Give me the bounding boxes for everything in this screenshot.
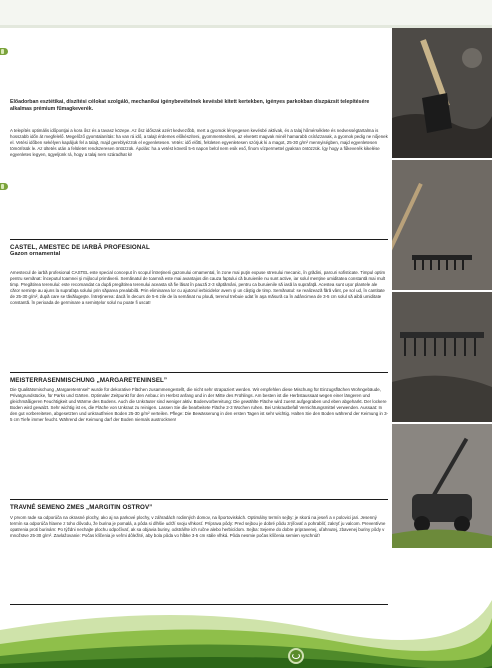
leaf-marker-icon: [0, 48, 8, 55]
section-body-margareteninsel: Die Qualitätsmischung „MargaretenInsel” wurde für dekorative Flächen zusammengestellt, die nicht sehr strapaziert werden. Wir empfehlen diese Mischung für Einzugsflächen Wohngebäude, Privatgrundstücke, für Parks und Gärten. Optimaler Zeitpunkt für den Anbau: im Herbst anfang und in der Mitte des Frühlings. Am besten ist die Herbstaussaat wegen einer längeren und gleichmäßigeren Feuchtigkeit und Wärme des Bodens. Auch die Unkräuter sind weniger aktiv. Bodenvorbereitung: Die gewählte Fläche wird zuerst aufgegraben und eben abgeharkt. Der lockere Boden wird gewalzt. Sehr wichtig ist es, die Fläche von Unkraut zu reinigen. Lassen Sie die bearbeitete Fläche 2-3 Wochen ruhen. Bei Unkrautbefall Vernichtungsmittel verwenden. Aussaat: In den gut vorbereiteten, abgesetzten und unkrautfreien Boden 25-30 g/m² verteilen. Pflege: Die Bewässerung in den ersten Tagen ist sehr wichtig. Halten Sie den Boden während der Keimung in 3-5 cm Tiefe immer feucht. Während der Keimung darf der Boden niemals austrocknen!: [10, 387, 388, 423]
photo-rake-tines: [392, 292, 492, 424]
photo-spade-digging: [392, 28, 492, 160]
section-title: TRAVNÉ SEMENO ZMES „MARGITIN OSTROV”: [10, 504, 153, 511]
intro-paragraph: A telepítés optimális időpontjai a kora ősz és a tavasz közepe. Az ősz időszak azért kedvezőbb, mert a gyomok lényegesen kevésbé aktívak, és a talaj hőmérséklete és nedvességtartalma is hosszabb időn át megfelelő. Megelőző gyomtalanítás: ha van rá idő, a talajt érdemes előkészíteni, gyommentesíteni, az elvetett magvak minél hamarabb csírázzanak, a gyomok pedig ne nőjenek el. Vetési időben sekélyen kapáljuk fel a talajt, majd gereblyézzük el egyenletesen. Vetés: idő előtti, felületen egyenletesen szórjuk ki a magot, 25-30 g/m² mennyiségben, majd egyenletesen tömörítsük le. Az ültetés után a felületet rendszeresen öntözzük. Ápolás: ha a vetést követő 5-6 napon belül nem esik eső, finom vízpermettel gyakran öntözzük. Így hogy a fűkeverék kikelése egyenletes legyen, ügyeljünk rá, hogy a talaj nem száradhat ki!: [10, 128, 388, 158]
section-body-castel: Amestecul de iarbă profesional CASTEL este special conceput în scopul întreţinerii gazonului ornamental, în zone mai puţin expuse stresului mecanic, în grădini, parcuri sofisticate. Timpul optim pentru semănat: începutul toamnei şi mijlocul primăverii. Semănatul de toamnă este mai avantajos din cauza faptului că buruienile nu sunt active, iar solul menţine umiditatea constantă mai mult timp. Pregătirea terenului: este recomandat ca după pregătirea terenului aceasta să fie lăsat în pauză 2-3 săptămâni, pentru ca buruienile să iasă la suprafaţă. Acestea sunt uşor plantele ale căror seminţe au ajuns la suprafaţa solului prin săparea prealabilă. Prin eliminarea lor cu ajutorul ierbicidelor avem şi un câştig de timp. Semănatul: se realizează fără vânt, pe sol ud, în cantitate de 25-30 g/m², după care se tăvălugeşte. Întreţinerea: dacă în decurs de 5-6 zile de la semănat nu plouă, terenul trebuie udat în aşa măsură ca în adâncimea de 3-5 cm solul să aibă umiditate constantă. În perioada de germinare a seminţelor solul nu poate fi uscat!: [10, 270, 386, 306]
photo-soil-rake: [392, 160, 492, 292]
section-title: CASTEL, AMESTEC DE IARBĂ PROFESIONAL: [10, 244, 150, 251]
intro-lead: Előadorban esztétikai, díszítési célokat szolgáló, mechanikai igénybevételnek kevésbé kitett kertekben, igényes parkokban díszpázsit telepítésére alkalmas prémium fűmagkeverék.: [10, 99, 370, 113]
leaf-marker-icon: [0, 183, 8, 190]
section-body-margitin-ostrov: V prvom rade sa odporúča na okrasné plochy, ako aj na parkové plochy, v záhradách rodinných domov, na športoviskách. Optimálny termín sejby: je skorá na jeseň a v polovici jari. Jesenný termín sa odporúča hlavne z toho dôvodu, že burina je pomalá, a pôda si dlhšie udrží svoju vlhkosť. Príprava pôdy: Pred sejbou je dobré pôdu zrýľovať a pohrabliť, zakryť ju valcom. Preventívne opatrenia proti burinám: Po týždni nechajte plochu odpočívať, ak sa objavia buriny, odstráňte ich ručne alebo herbicídom. Sejba: Sejeme do dobre pripravenej, uľahnutej, zbavenej buriny pôdy v množstve 25-30 g/m². Zavlažovanie: Počas klíčenia je veľmi dôležité, aby bola pôda vo hĺbke 3-5 cm stále vlhká. Pôda nesmie počas klíčenia semien vyschnúť!: [10, 515, 386, 539]
bottom-swoosh-decor: [0, 560, 492, 668]
photo-lawn-roller: [392, 424, 492, 550]
section-heading-castel: [10, 239, 388, 261]
section-heading-margareteninsel: [10, 372, 388, 386]
section-heading-margitin-ostrov: [10, 499, 388, 513]
section-title: MEISTERRASENMISCHUNG „MARGARETENINSEL”: [10, 377, 168, 384]
top-decor-band: [0, 0, 492, 28]
section-subtitle: Gazon ornamental: [10, 251, 61, 257]
photo-column: [392, 28, 492, 608]
recycle-logo-icon: [288, 648, 304, 664]
